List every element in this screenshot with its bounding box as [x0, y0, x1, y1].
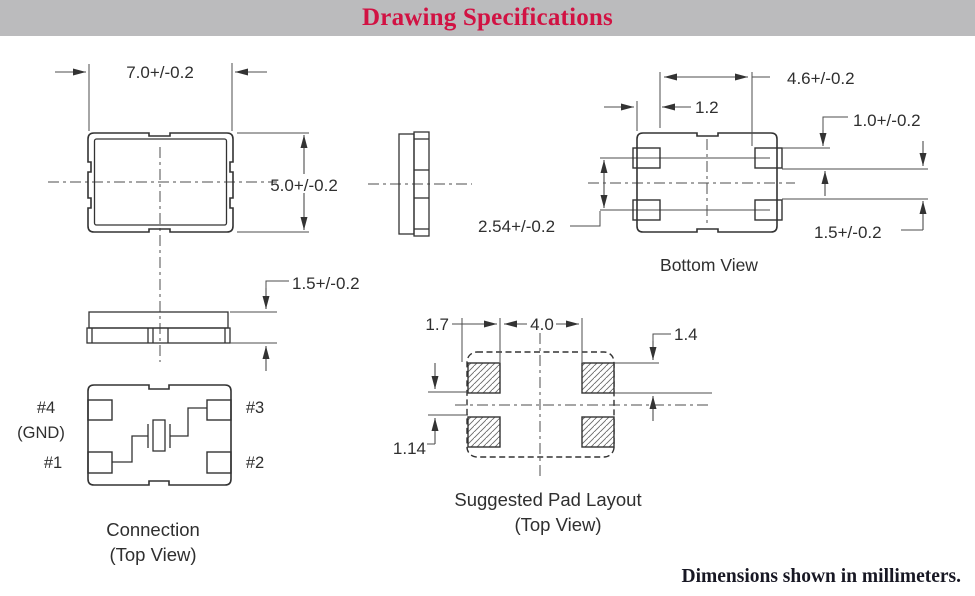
crystal-symbol — [153, 420, 165, 451]
pad-pin3 — [207, 400, 231, 420]
side-profile-view — [368, 132, 472, 236]
gnd-label: (GND) — [17, 424, 65, 442]
pad-pin1 — [88, 452, 112, 473]
pin4-label: #4 — [36, 399, 56, 417]
bottom-view-caption: Bottom View — [660, 255, 758, 275]
dim-thickness-label: 1.5+/-0.2 — [292, 274, 360, 293]
pad-pin2 — [207, 452, 231, 473]
pad-layout-caption-line1: Suggested Pad Layout — [454, 489, 642, 510]
package-top-view — [48, 63, 338, 362]
dim-pad-height-label: 1.0+/-0.2 — [853, 111, 921, 130]
layout-pad-top-right — [582, 363, 614, 393]
dim-pitch-label: 2.54+/-0.2 — [478, 217, 556, 236]
slab-bottom-band — [87, 328, 230, 343]
dim-pad-span-label: 4.6+/-0.2 — [787, 69, 855, 88]
leader-line — [266, 281, 289, 288]
connection-caption-line1: Connection — [106, 519, 200, 540]
layout-pad-bottom-left — [468, 417, 500, 447]
dim-height-label: 5.0+/-0.2 — [270, 176, 338, 195]
units-note: Dimensions shown in millimeters. — [681, 566, 961, 587]
pad-pin4 — [88, 400, 112, 420]
dim-pad-w-label: 1.7 — [425, 315, 449, 334]
pin1-label: #1 — [43, 454, 63, 472]
leader-line — [653, 334, 671, 341]
layout-pad-top-left — [468, 363, 500, 393]
leader-line — [570, 211, 600, 226]
pad-layout-view — [393, 315, 712, 535]
wire-to-pin3 — [170, 408, 207, 436]
dim-pad-gap-label: 1.5+/-0.2 — [814, 223, 882, 242]
layout-pad-bottom-right — [582, 417, 614, 447]
dim-pad-h-label: 1.4 — [674, 325, 698, 344]
dim-gap-v-label: 1.14 — [392, 439, 426, 458]
pin2-label: #2 — [245, 454, 265, 472]
dim-gap-h-label: 4.0 — [530, 315, 554, 334]
bottom-view — [478, 69, 928, 275]
connection-view — [17, 385, 264, 565]
dim-width-label: 7.0+/-0.2 — [126, 63, 194, 82]
leader-line — [823, 117, 848, 130]
dim-pad-width-label: 1.2 — [695, 98, 719, 117]
page-title: Drawing Specifications — [362, 4, 613, 31]
thickness-side-view — [87, 274, 360, 371]
pad-layout-caption-line2: (Top View) — [514, 514, 602, 535]
connection-caption-line2: (Top View) — [109, 544, 197, 565]
pin3-label: #3 — [245, 399, 265, 417]
slab-top-band — [89, 312, 228, 328]
wire-to-pin1 — [112, 436, 148, 462]
